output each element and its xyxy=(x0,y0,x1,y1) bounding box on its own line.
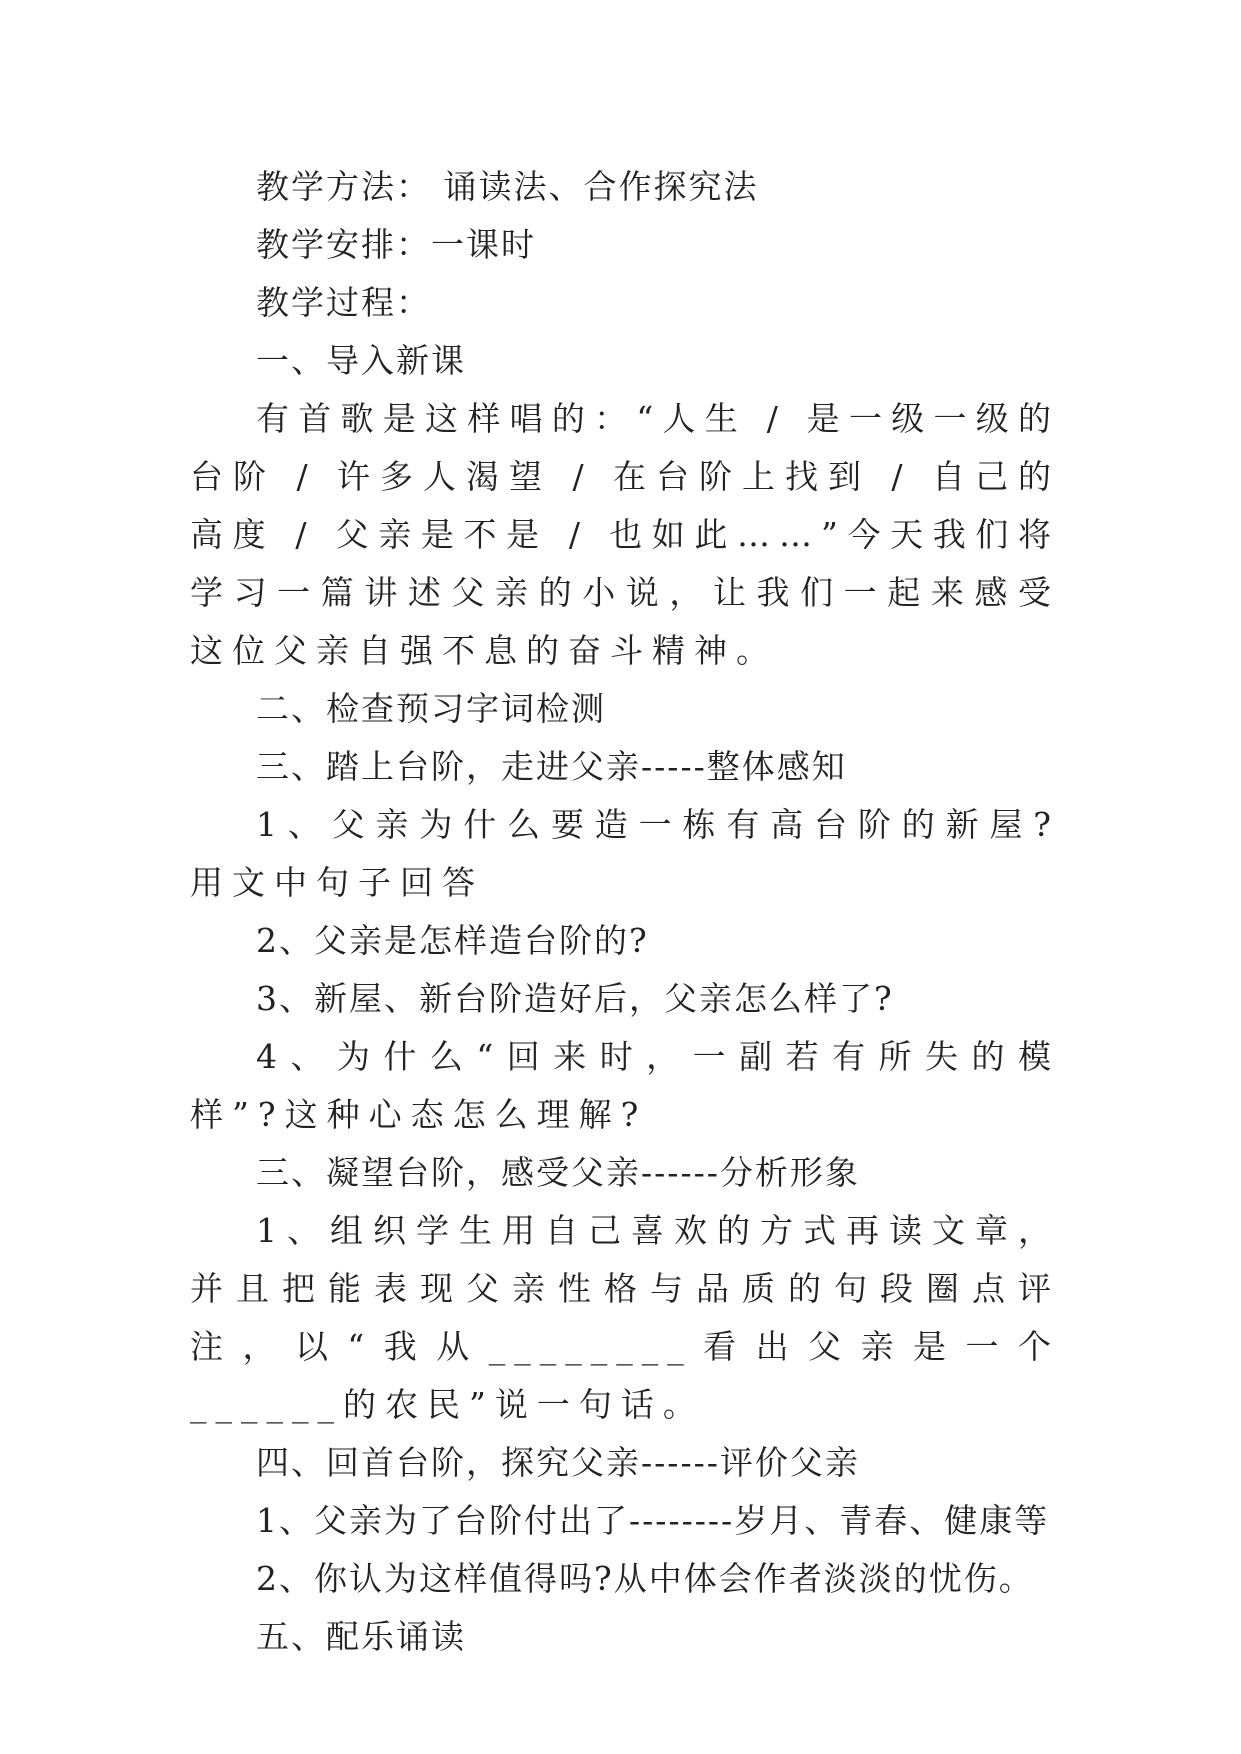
evaluation-item: 1、父亲为了台阶付出了--------岁月、青春、健康等 xyxy=(256,1501,1050,1540)
question-item: 3、新屋、新台阶造好后，父亲怎么样了? xyxy=(256,979,894,1018)
section-heading-intro: 一、导入新课 xyxy=(256,341,466,380)
teaching-method-line: 教学方法： 诵读法、合作探究法 xyxy=(256,167,759,206)
section-heading-overview: 三、踏上台阶，走进父亲-----整体感知 xyxy=(256,747,847,786)
intro-paragraph: 有首歌是这样唱的：“人生 / 是一级一级的台阶 / 许多人渴望 / 在台阶上找到 / 自己的高度 / 父亲是不是 / 也如此……”今天我们将学习一篇讲述父亲的小说，让我们一起来感受这位父亲自强不息的奋斗精神。 xyxy=(190,399,1060,670)
document-body xyxy=(190,158,1060,1666)
teaching-process-heading: 教学过程： xyxy=(256,283,431,322)
evaluation-item: 2、你认为这样值得吗?从中体会作者淡淡的忧伤。 xyxy=(256,1559,1034,1598)
teaching-schedule-line: 教学安排：一课时 xyxy=(256,225,536,264)
section-heading-reading: 五、配乐诵读 xyxy=(256,1617,466,1656)
section-heading-preview: 二、检查预习字词检测 xyxy=(256,689,606,728)
section-heading-evaluation: 四、回首台阶，探究父亲------评价父亲 xyxy=(256,1443,860,1482)
question-item: 2、父亲是怎样造台阶的? xyxy=(256,921,649,960)
question-item: 4、为什么“回来时，一副若有所失的模样”?这种心态怎么理解? xyxy=(190,1037,1060,1134)
activity-item: 1、组织学生用自己喜欢的方式再读文章，并且把能表现父亲性格与品质的句段圈点评注，以“我从________看出父亲是一个______的农民”说一句话。 xyxy=(190,1211,1060,1424)
question-item: 1、父亲为什么要造一栋有高台阶的新屋?用文中句子回答 xyxy=(190,805,1060,902)
section-heading-analysis: 三、凝望台阶，感受父亲------分析形象 xyxy=(256,1153,860,1192)
